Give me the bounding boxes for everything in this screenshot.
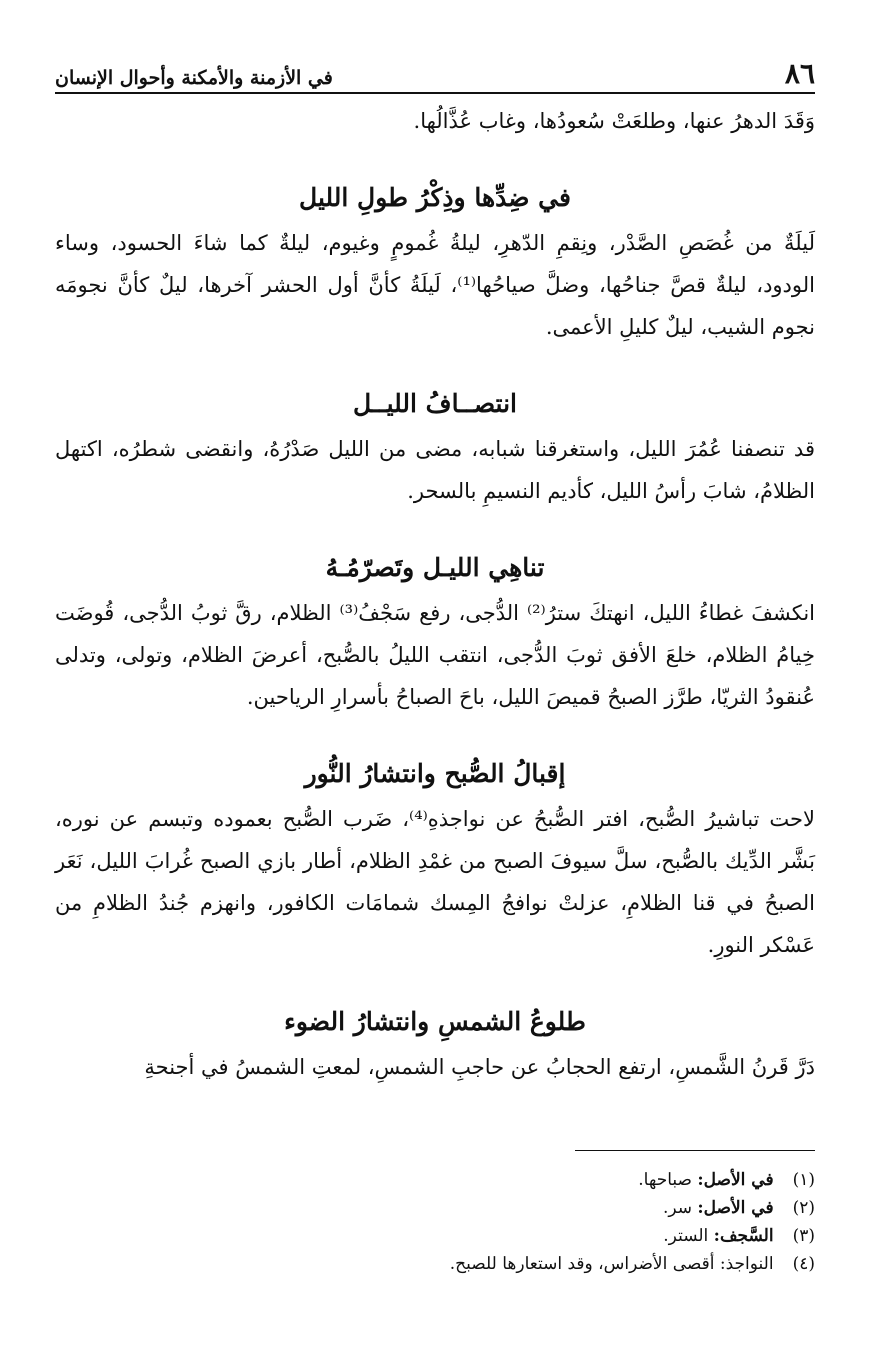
footnote-term: في الأصل: <box>697 1170 774 1190</box>
section-paragraph: قد تنصفنا عُمُرَ الليل، واستغرقنا شبابه، مضى من الليل صَدْرُهُ، وانقضى شطرُه، اكتهل الظلامُ، شابَ رأسُ الليل، كأديم النسيمِ بالسحر. <box>55 437 815 503</box>
section-paragraph: لَيلَةٌ من غُصَصِ الصَّدْر، ونِقمِ الدّهرِ، ليلةُ غُمومٍ وغيوم، ليلةٌ كما شاءَ الحسود، وساء الودود، ليلةٌ قصَّ جناحُها، وضلَّ صياحُها⁽¹⁾، لَيلَةُ كأنَّ أول الحشر آخرها، ليلٌ كأنَّ نجومَه نجوم الشيب، ليلٌ كليلِ الأعمى. <box>55 231 815 339</box>
footnote-text: النواجذ: أقصى الأضراس، وقد استعارها للصبح. <box>449 1254 774 1274</box>
footnote-number: (١) <box>792 1170 815 1190</box>
section-title: إقبالُ الصُّبح وانتشارُ النُّور <box>304 759 566 788</box>
section-dawn <box>55 754 815 966</box>
section-paragraph: دَرَّ قَرنُ الشَّمسِ، ارتفع الحجابُ عن حاجبِ الشمسِ، لمعتِ الشمسُ في أجنحةِ <box>144 1055 815 1079</box>
footnote-number: (٣) <box>792 1226 815 1246</box>
section-sunrise <box>55 1002 815 1088</box>
footnote-term: السَّجف: <box>713 1226 774 1246</box>
page-number: ٨٦ <box>784 57 815 90</box>
page-header <box>55 48 815 94</box>
section-title: في ضِدِّها وذِكْرُ طولِ الليل <box>299 183 571 212</box>
footnote-number: (٤) <box>792 1254 815 1274</box>
footnote-item <box>55 1166 815 1194</box>
section-paragraph: انكشفَ غطاءُ الليل، انهتكَ سترُ⁽²⁾ الدُّجى، رفع سَجْفُ⁽³⁾ الظلام، رقَّ ثوبُ الدُّجى، قُوضَت خِيامُ الظلام، خلعَ الأفق ثوبَ الدُّجى، انتقب الليلُ بالصُّبح، أعرضَ الظلام، وتولى، وتدلى عُنقودُ الثريّا، طرَّز الصبحُ قميصَ الليل، باحَ الصباحُ بأسرارِ الرياحين. <box>55 601 816 709</box>
running-title: في الأزمنة والأمكنة وأحوال الإنسان <box>55 67 333 89</box>
section-title: انتصــافُ الليــل <box>353 389 517 418</box>
footnote-text: الستر. <box>663 1226 709 1246</box>
section-long-night <box>55 178 815 348</box>
section-midnight <box>55 384 815 512</box>
footnote-term: في الأصل: <box>697 1198 774 1218</box>
footnote-text: سر. <box>662 1198 692 1218</box>
footnote-item <box>55 1194 815 1222</box>
section-paragraph: لاحت تباشيرُ الصُّبح، افتر الصُّبحُ عن نواجذهِ⁽⁴⁾، ضَرب الصُّبح بعموده وتبسم عن نوره، بَشَّر الدِّيك بالصُّبح، سلَّ سيوفَ الصبح من غمْدِ الظلام، أطار بازي الصبح غُرابَ الليل، نَعَر الصبحُ في قنا الظلامِ، عزلتْ نوافجُ المِسك شمامَات الكافور، وانهزم جُندُ الظلامِ من عَسْكر النورِ. <box>55 807 816 957</box>
section-title: طلوعُ الشمسِ وانتشارُ الضوء <box>284 1007 586 1036</box>
section-night-end <box>55 548 815 718</box>
footnote-item <box>55 1222 815 1250</box>
footnotes-list <box>55 1166 815 1278</box>
footnote-number: (٢) <box>792 1198 815 1218</box>
footnote-divider <box>575 1150 815 1151</box>
page-body <box>55 100 815 1088</box>
intro-paragraph: وَقَدَ الدهرُ عنها، وطلعَتْ سُعودُها، وغاب عُذَّالُها. <box>413 109 815 133</box>
section-title: تناهِي الليـل وتَصرّمُـهُ <box>325 553 545 582</box>
footnote-item <box>55 1250 815 1278</box>
footnote-text: صباحها. <box>638 1170 692 1190</box>
